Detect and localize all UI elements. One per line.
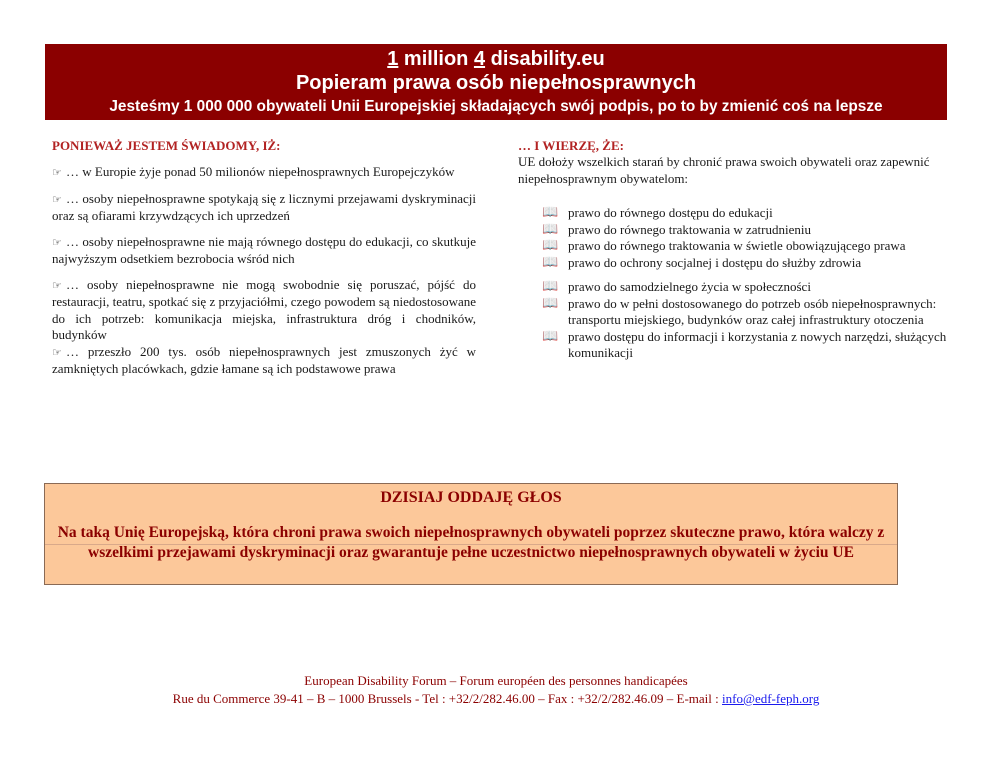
header-banner (45, 44, 947, 120)
left-item (52, 191, 476, 225)
pledge-heading: DZISIAJ ODDAJĘ GŁOS (380, 489, 562, 506)
left-item-text: … osoby niepełnosprawne nie mają równego dostępu do edukacji, co skutkuje najwyższym odsetkiem bezrobocia wśród nich (52, 233, 476, 266)
list-item (542, 329, 948, 362)
left-item (52, 164, 476, 182)
list-item-text: prawo dostępu do informacji i korzystania z nowych narzędzi, służących komunikacji (568, 328, 947, 360)
title-domain: disability.eu (485, 48, 605, 70)
left-column (52, 137, 476, 378)
list-item (542, 205, 948, 222)
list-item (542, 222, 948, 239)
pointing-hand-icon: ☞ (52, 279, 62, 292)
list-item (542, 255, 948, 272)
campaign-title (45, 47, 947, 71)
list-item-text: prawo do równego dostępu do edukacji (568, 205, 773, 220)
pledge-box (44, 483, 898, 585)
pointing-hand-icon: ☞ (52, 236, 62, 249)
open-book-icon: 📖 (542, 279, 559, 294)
title-number-four: 4 (473, 48, 486, 70)
campaign-subtitle: Popieram prawa osób niepełnosprawnych (295, 72, 697, 94)
title-million: million (398, 48, 474, 70)
footer-organization: European Disability Forum – Forum européen des personnes handicapées (304, 673, 688, 688)
list-item-text: prawo do w pełni dostosowanego do potrzeb osób niepełnosprawnych: transportu miejskiego, budynków oraz całej infrastruktury otoczenia (568, 295, 937, 327)
open-book-icon: 📖 (542, 295, 559, 311)
left-heading: PONIEWAŻ JESTEM ŚWIADOMY, IŻ: (52, 138, 281, 153)
left-item-text: … osoby niepełnosprawne nie mogą swobodnie się poruszać, pójść do restauracji, teatru, spotkać się z przyjaciółmi, czego powodem są niedostosowane do ich potrzeb: komunikacja miejska, infrastruktura dróg i chodników, budynków (52, 276, 476, 342)
list-item (542, 238, 948, 255)
right-intro: UE dołoży wszelkich starań by chronić prawa swoich obywateli oraz zapewnić niepełnosprawnym obywatelom: (518, 154, 930, 186)
left-item (52, 234, 476, 268)
pointing-hand-icon: ☞ (52, 346, 62, 359)
rights-list (518, 205, 948, 362)
footer-contact (0, 690, 992, 708)
list-item-text: prawo do równego traktowania w świetle obowiązującego prawa (568, 238, 906, 253)
open-book-icon: 📖 (542, 221, 559, 237)
open-book-icon: 📖 (542, 205, 559, 220)
left-item-text: … w Europie żyje ponad 50 milionów niepełnosprawnych Europejczyków (66, 164, 455, 179)
title-number-one: 1 (387, 48, 399, 70)
list-item-text: prawo do samodzielnego życia w społeczności (568, 279, 811, 294)
right-heading: … I WIERZĘ, ŻE: (518, 138, 624, 153)
left-item (52, 344, 476, 378)
open-book-icon: 📖 (542, 238, 559, 253)
list-item (542, 279, 948, 296)
list-item (542, 296, 948, 329)
email-link[interactable]: info@edf-feph.org (722, 691, 820, 706)
footer-address: Rue du Commerce 39-41 – B – 1000 Brussels - Tel : +32/2/282.46.00 – Fax : +32/2/282.46.09 – E-mail : (172, 691, 723, 706)
open-book-icon: 📖 (542, 328, 559, 344)
left-item-text: … osoby niepełnosprawne spotykają się z licznymi przejawami dyskryminacji oraz są ofiarami krzywdzących ich uprzedzeń (52, 190, 476, 223)
list-item-text: prawo do ochrony socjalnej i dostępu do służby zdrowia (568, 254, 862, 270)
pointing-hand-icon: ☞ (52, 193, 62, 206)
left-item-text: … przeszło 200 tys. osób niepełnosprawnych jest zmuszonych żyć w zamkniętych placówkach, gdzie łamane są ich podstawowe prawa (52, 343, 476, 376)
footer (0, 672, 992, 708)
list-item-text: prawo do równego traktowania w zatrudnieniu (568, 221, 811, 237)
right-column (518, 137, 948, 362)
open-book-icon: 📖 (542, 254, 559, 270)
campaign-tagline: Jesteśmy 1 000 000 obywateli Unii Europejskiej składających swój podpis, po to by zmienić coś na lepsze (109, 98, 883, 115)
left-item (52, 277, 476, 344)
pointing-hand-icon: ☞ (52, 167, 62, 179)
pledge-body: Na taką Unię Europejską, która chroni prawa swoich niepełnosprawnych obywateli poprzez skuteczne prawo, która walczy z wszelkimi przejawami dyskryminacji oraz gwarantuje pełne uczestnictwo niepełnosprawnych obywateli w życiu UE (57, 524, 885, 561)
